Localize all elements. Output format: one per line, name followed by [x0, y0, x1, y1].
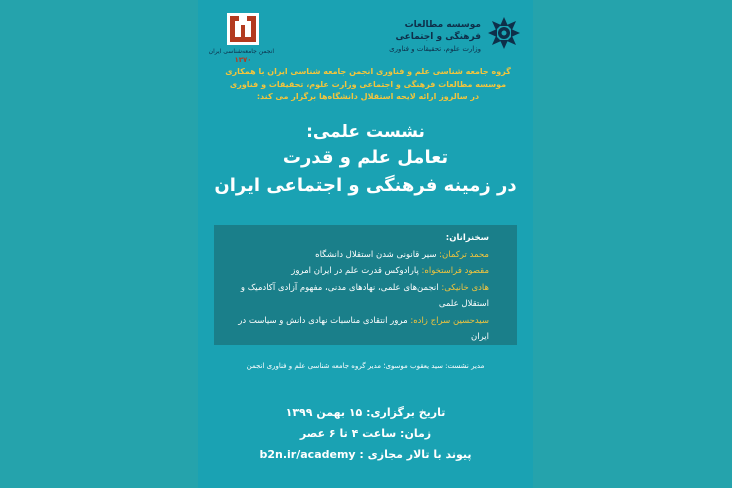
speaker-name: مقصود فراستخواه: [421, 266, 489, 276]
event-link[interactable]: پیوند با تالار مجازی : b2n.ir/academy [259, 448, 472, 461]
speaker-topic: سیر قانونی شدن استقلال دانشگاه [315, 249, 440, 260]
speaker-name: سیدحسین سراج زاده: [410, 315, 489, 326]
intro-line: در سالروز ارائه لایحه استقلال دانشگاه‌ها برگزار می کند: [256, 92, 480, 101]
speaker-topic-continued: استقلال علمی [438, 299, 489, 309]
intro-line: گروه جامعه شناسی علم و فناوری انجمن جامعه شناسی ایران با همکاری [225, 67, 511, 76]
speaker-topic: پارادوکس قدرت علم در ایران امروز [291, 266, 422, 276]
event-details [214, 402, 517, 465]
speakers-heading: سخنرانان: [445, 233, 489, 243]
event-date: تاریخ برگزاری: ۱۵ بهمن ۱۳۹۹ [285, 406, 446, 419]
speaker-item [222, 263, 489, 280]
institute-logo [391, 14, 521, 56]
speaker-name: هادی خانیکی: [441, 282, 489, 293]
intro-text [218, 66, 518, 104]
institute-flower-icon [487, 16, 521, 50]
association-year: ۱۳۷۰ [234, 56, 252, 64]
poster-title [208, 120, 523, 200]
title-line-1: نشست علمی: [306, 122, 425, 142]
institute-name: موسسه مطالعات فرهنگی و اجتماعی [395, 20, 481, 42]
event-time: زمان: ساعت ۴ تا ۶ عصر [299, 427, 432, 440]
title-line-3: در زمینه فرهنگی و اجتماعی ایران [214, 175, 517, 196]
speaker-item [222, 313, 489, 346]
moderator-line: مدیر نشست: سید یعقوب موسوی؛ مدیر گروه جامعه شناسی علم و فناوری انجمن [246, 362, 485, 370]
poster [198, 0, 533, 488]
association-caption: انجمن جامعه‌شناسی ایران [208, 48, 274, 55]
speaker-name: محمد ترکمان: [439, 249, 489, 260]
intro-line: موسسه مطالعات فرهنگی و اجتماعی وزارت علوم، تحقیقات و فناوری [229, 79, 507, 89]
ministry-name: وزارت علوم، تحقیقات و فناوری [389, 45, 481, 53]
association-logo [208, 12, 274, 64]
sociology-association-icon [226, 12, 260, 46]
speaker-item [222, 280, 489, 297]
speaker-item [222, 247, 489, 264]
title-line-2: تعامل علم و قدرت [282, 147, 449, 168]
speakers-box [214, 225, 517, 345]
speaker-topic: انجمن‌های علمی، نهادهای مدنی، مفهوم آزادی آکادمیک و [240, 282, 442, 293]
speaker-topic: مرور انتقادی مناسبات نهادی دانش و سیاست در ایران [238, 315, 489, 342]
